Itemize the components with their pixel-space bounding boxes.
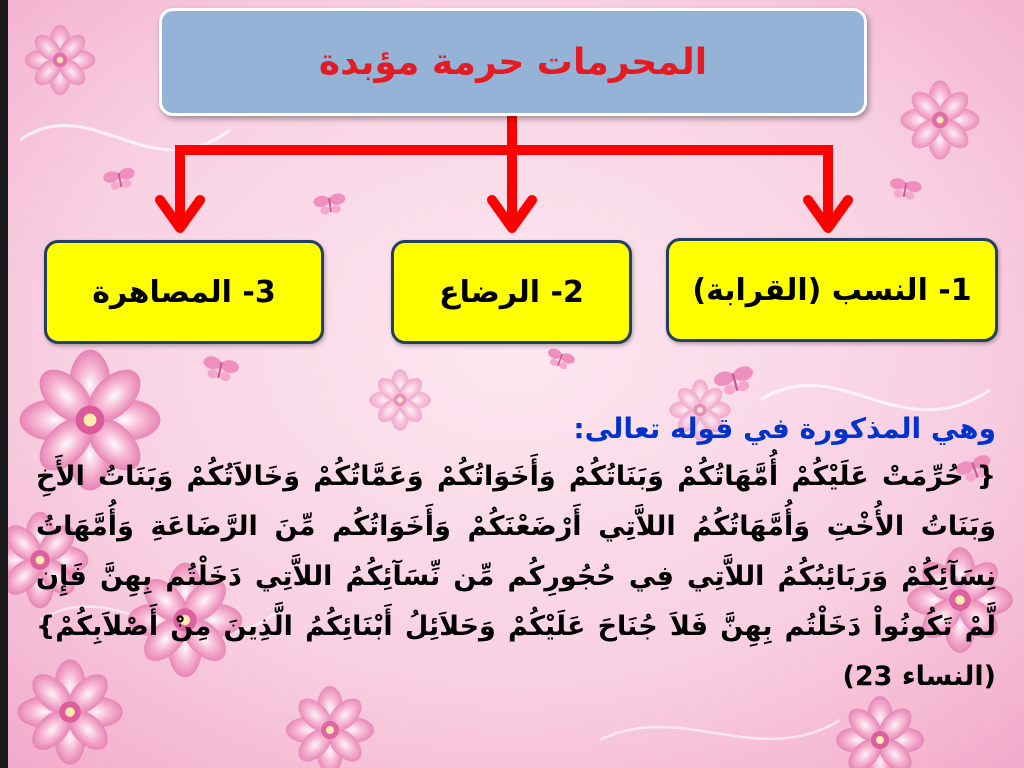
category-label-marriage: 3- المصاهرة <box>92 274 276 310</box>
category-label-nursing: 2- الرضاع <box>439 274 584 310</box>
diagram-title: المحرمات حرمة مؤبدة <box>318 41 708 83</box>
quran-verse: { حُرِّمَتْ عَلَيْكُمْ أُمَّهَاتُكُمْ وَبَنَاتُكُمْ وَأَخَوَاتُكُمْ وَعَمَّاتُكُمْ وَخَالاَتُكُمْ وَبَنَاتُ الأَخِ وَبَنَاتُ الأُخْتِ وَأُمَّهَاتُكُمُ اللاَّتِي أَرْضَعْنَكُمْ وَأَخَوَاتُكُم مِّنَ الرَّضَاعَةِ وَأُمَّهَاتُ نِسَآئِكُمْ وَرَبَائِبُكُمُ اللاَّتِي فِي حُجُورِكُم مِّن نِّسَآئِكُمُ اللاَّتِي دَخَلْتُم بِهِنَّ فَإِن لَّمْ تَكُونُواْ دَخَلْتُم بِهِنَّ فَلاَ جُنَاحَ عَلَيْكُمْ وَحَلاَئِلُ أَبْنَائِكُمُ الَّذِينَ مِنْ أَصْلاَبِكُمْ} (النساء 23) <box>36 461 996 692</box>
category-box-nursing <box>391 240 632 344</box>
category-box-lineage <box>666 238 998 342</box>
left-edge-strip <box>0 0 8 768</box>
category-label-lineage: 1- النسب (القرابة) <box>692 272 972 308</box>
category-box-marriage <box>44 240 324 344</box>
title-box <box>159 8 867 116</box>
verse-intro: وهي المذكورة في قوله تعالى: <box>573 412 996 445</box>
